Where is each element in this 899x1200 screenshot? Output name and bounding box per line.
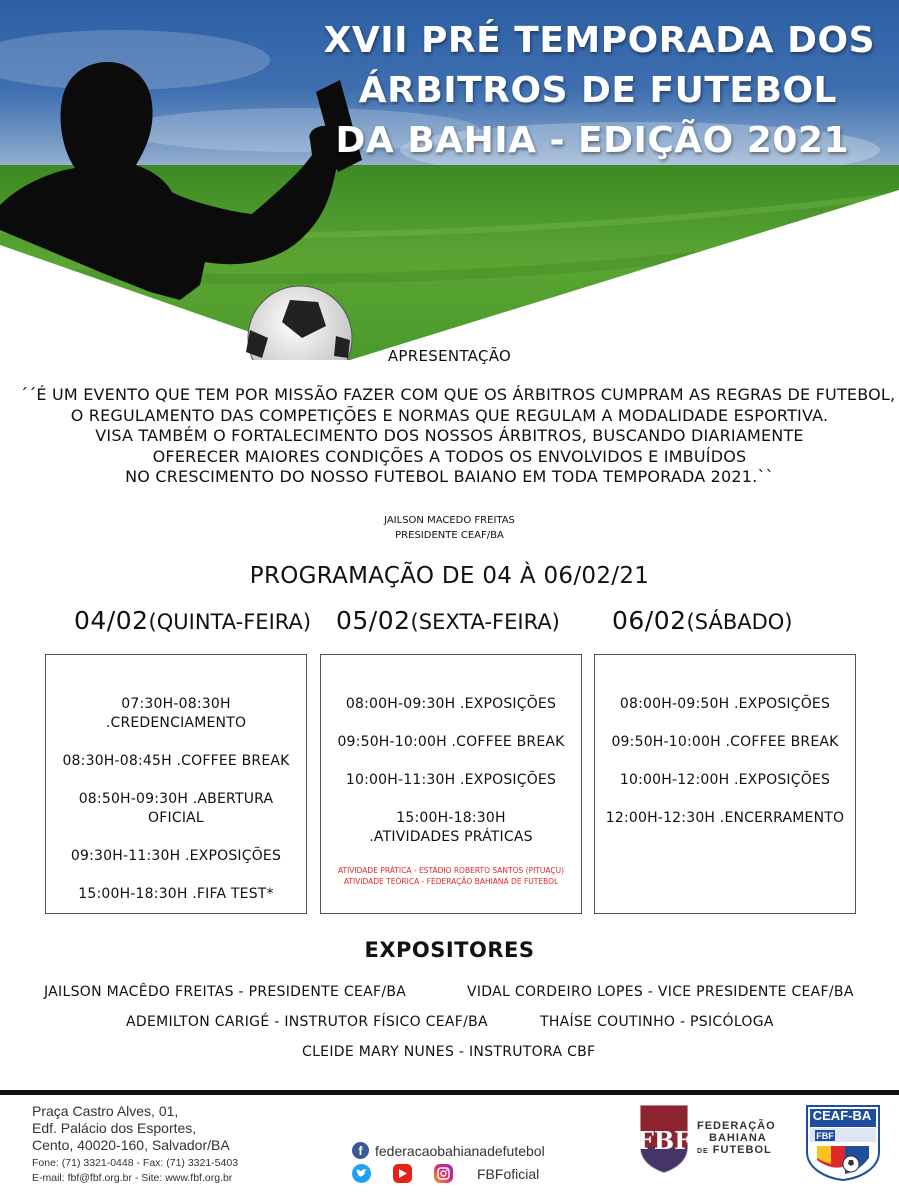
day-date: 06/02 (612, 606, 687, 635)
intro-heading: APRESENTAÇÃO (387, 347, 512, 365)
schedule-item: 15:00H-18:30H .ATIVIDADES PRÁTICAS (369, 810, 533, 845)
twitter-icon[interactable] (352, 1164, 371, 1183)
social-handle: FBFoficial (477, 1165, 540, 1182)
ceaf-sub-label: FBF (816, 1131, 834, 1141)
exhibitor-item: VIDAL CORDEIRO LOPES - VICE PRESIDENTE CEAF/BA (467, 984, 854, 1000)
address-line: Cento, 40020-160, Salvador/BA (32, 1137, 230, 1153)
contact-line: E-mail: fbf@fbf.org.br - Site: www.fbf.org.br (32, 1172, 233, 1184)
day-weekday: (SEXTA-FEIRA) (410, 610, 560, 634)
fbf-crest-logo (636, 1103, 692, 1175)
exhibitors-title: EXPOSITORES (364, 938, 535, 962)
hero-title-line-3: DA BAHIA - EDIÇÃO 2021 (335, 120, 849, 161)
fbf-name-line: FEDERAÇÃO (697, 1120, 776, 1132)
mission-line: O REGULAMENTO DAS COMPETIÇÕES E NORMAS QUE REGULAM A MODALIDADE ESPORTIVA. (70, 405, 829, 425)
schedule-item: 15:00H-18:30H .FIFA TEST* (78, 886, 274, 902)
schedule-item: 08:50H-09:30H .ABERTURA OFICIAL (78, 791, 274, 826)
schedule-item: 12:00H-12:30H .ENCERRAMENTO (605, 810, 845, 826)
schedule-item: 09:50H-10:00H .COFFEE BREAK (611, 734, 839, 750)
day-heading-3 (612, 606, 793, 635)
day-heading-1 (74, 606, 311, 635)
schedule-box-day-3 (594, 654, 856, 914)
address-line: Edf. Palácio dos Esportes, (32, 1120, 197, 1136)
day-heading-2 (336, 606, 560, 635)
hero-banner (0, 0, 899, 360)
day-date: 04/02 (74, 606, 149, 635)
program-title: PROGRAMAÇÃO DE 04 À 06/02/21 (249, 563, 650, 589)
schedule-item: 10:00H-11:30H .EXPOSIÇÕES (345, 772, 557, 788)
schedule-item: 08:00H-09:30H .EXPOSIÇÕES (345, 696, 557, 712)
schedule-item: 07:30H-08:30H .CREDENCIAMENTO (105, 696, 247, 731)
fbf-name-line: DE FUTEBOL (697, 1144, 772, 1156)
exhibitor-item: THAÍSE COUTINHO - PSICÓLOGA (540, 1014, 774, 1030)
address-line: Praça Castro Alves, 01, (32, 1103, 179, 1119)
mission-line: ´´É UM EVENTO QUE TEM POR MISSÃO FAZER COM QUE OS ÁRBITROS CUMPRAM AS REGRAS DE FUTEBOL, (20, 385, 896, 404)
schedule-item: 10:00H-12:00H .EXPOSIÇÕES (619, 772, 831, 788)
mission-statement (20, 385, 896, 488)
day-weekday: (QUINTA-FEIRA) (148, 610, 312, 634)
signature-role: PRESIDENTE CEAF/BA (395, 530, 504, 541)
facebook-link[interactable] (352, 1142, 545, 1159)
fbf-monogram: FBF (636, 1126, 692, 1155)
mission-line: OFERECER MAIORES CONDIÇÕES A TODOS OS ENVOLVIDOS E IMBUÍDOS (152, 446, 747, 466)
day-weekday: (SÁBADO) (686, 610, 793, 634)
signature-name: JAILSON MACEDO FREITAS (384, 515, 515, 526)
youtube-icon[interactable] (393, 1164, 412, 1183)
mission-line: NO CRESCIMENTO DO NOSSO FUTEBOL BAIANO EM TODA TEMPORADA 2021.`` (125, 467, 774, 486)
exhibitor-item: JAILSON MACÊDO FREITAS - PRESIDENTE CEAF/BA (44, 984, 407, 1000)
instagram-icon[interactable] (434, 1164, 453, 1183)
hero-title-line-1: XVII PRÉ TEMPORADA DOS (323, 20, 875, 61)
mission-line: VISA TAMBÉM O FORTALECIMENTO DOS NOSSOS ÁRBITROS, BUSCANDO DIARIAMENTE (95, 426, 804, 445)
fbf-name-line: BAHIANA (709, 1132, 767, 1144)
phone-line: Fone: (71) 3321-0448 - Fax: (71) 3321-5403 (32, 1157, 239, 1169)
day-date: 05/02 (336, 606, 411, 635)
schedule-box-day-1 (45, 654, 307, 914)
facebook-icon: f (352, 1142, 369, 1159)
ceaf-ba-label: CEAF-BA (812, 1108, 872, 1123)
footer-divider (0, 1090, 899, 1095)
schedule-box-day-2 (320, 654, 582, 914)
schedule-item: 09:50H-10:00H .COFFEE BREAK (337, 734, 565, 750)
schedule-note: ATIVIDADE TEÓRICA - FEDERAÇÃO BAHIANA DE FUTEBOL (343, 877, 559, 886)
schedule-item: 09:30H-11:30H .EXPOSIÇÕES (70, 848, 282, 864)
exhibitor-item: ADEMILTON CARIGÉ - INSTRUTOR FÍSICO CEAF/BA (126, 1014, 488, 1030)
schedule-note: ATIVIDADE PRÁTICA - ESTÁDIO ROBERTO SANTOS (PITUAÇU) (337, 866, 565, 875)
facebook-handle: federacaobahianadefutebol (375, 1142, 545, 1159)
hero-title-line-2: ÁRBITROS DE FUTEBOL (358, 70, 837, 111)
fbf-wordmark (697, 1120, 776, 1156)
social-icons (352, 1164, 539, 1183)
exhibitor-item: CLEIDE MARY NUNES - INSTRUTORA CBF (302, 1044, 596, 1060)
schedule-item: 08:30H-08:45H .COFFEE BREAK (62, 753, 290, 769)
schedule-item: 08:00H-09:50H .EXPOSIÇÕES (619, 696, 831, 712)
